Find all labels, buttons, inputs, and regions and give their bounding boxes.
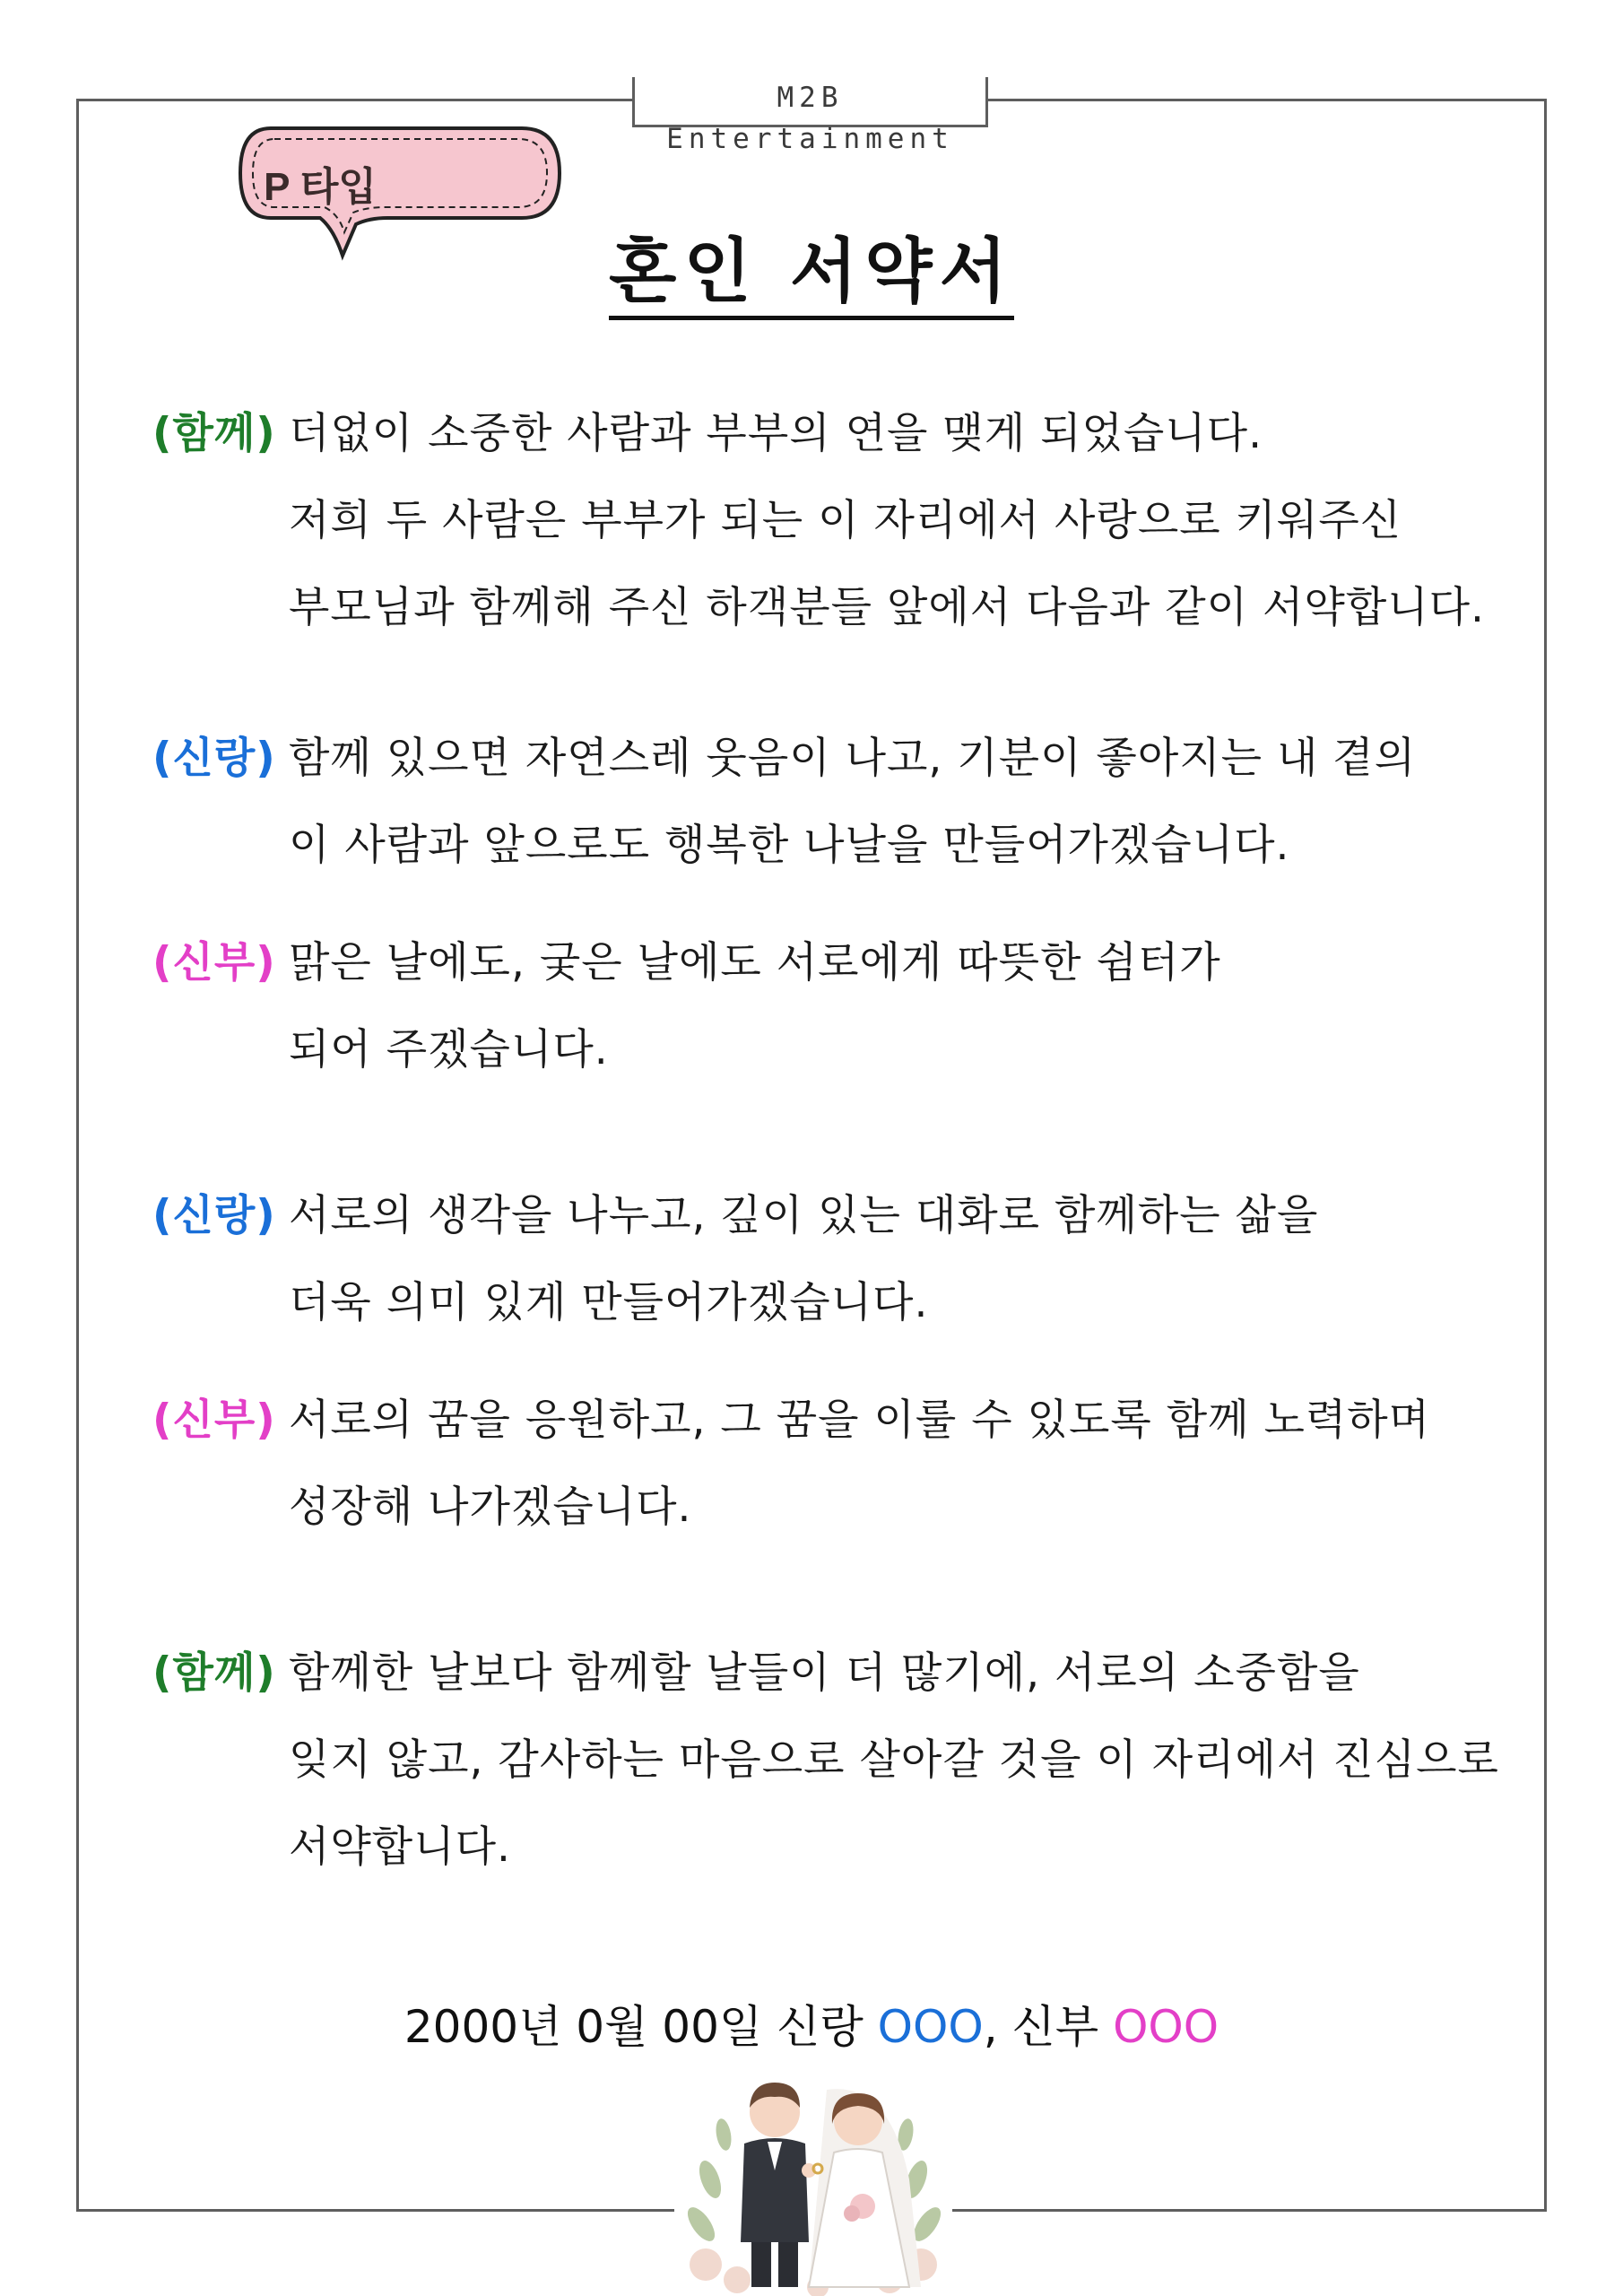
wedding-couple-icon [674, 2072, 952, 2296]
vow-line: 함께 있으면 자연스레 웃음이 나고, 기분이 좋아지는 내 곁의 [289, 734, 1417, 783]
vow-text [289, 1172, 1623, 1346]
vow-line: 되어 주겠습니다. [289, 1025, 609, 1074]
signature-line [0, 1991, 1623, 2056]
brand-label: M2B Entertainment [632, 77, 988, 127]
speaker-tag: (함께) [152, 409, 276, 458]
vow-line: 서약합니다. [289, 1822, 511, 1872]
vow-line: 더욱 의미 있게 만들어가겠습니다. [289, 1278, 929, 1327]
groom-name: OOO [877, 2001, 984, 2053]
name-separator: , [983, 2001, 998, 2053]
vow-line: 이 사람과 앞으로도 행복한 나날을 만들어가겠습니다. [289, 821, 1290, 870]
vow-line: 저희 두 사람은 부부가 되는 이 자리에서 사랑으로 키워주신 [289, 496, 1402, 545]
bride-label: 신부 [1011, 2001, 1099, 2053]
vow-line: 성장해 나가겠습니다. [289, 1483, 692, 1532]
vow-line: 서로의 생각을 나누고, 깊이 있는 대화로 함께하는 삶을 [289, 1191, 1319, 1240]
vow-line: 함께한 날보다 함께할 날들이 더 많기에, 서로의 소중함을 [289, 1648, 1360, 1698]
vow-line: 잊지 않고, 감사하는 마음으로 살아갈 것을 이 자리에서 진심으로 [289, 1735, 1499, 1785]
speaker-tag: (신부) [152, 938, 276, 987]
speaker-tag: (신랑) [152, 1191, 276, 1240]
vow-text [289, 919, 1623, 1093]
vow-text [289, 390, 1623, 651]
vow-text [289, 715, 1623, 889]
speaker-tag: (신부) [152, 1396, 276, 1445]
vow-line: 서로의 꿈을 응원하고, 그 꿈을 이룰 수 있도록 함께 노력하며 [289, 1396, 1431, 1445]
page-title: 혼인 서약서 [0, 215, 1623, 316]
vow-line: 더없이 소중한 사람과 부부의 연을 맺게 되었습니다. [289, 409, 1263, 458]
type-badge: P 타입 [264, 165, 377, 209]
vow-text [289, 1630, 1623, 1891]
vow-text [289, 1377, 1623, 1551]
vow-line: 맑은 날에도, 궂은 날에도 서로에게 따뜻한 쉼터가 [289, 938, 1221, 987]
speaker-tag: (함께) [152, 1648, 276, 1698]
speaker-tag: (신랑) [152, 734, 276, 783]
vow-line: 부모님과 함께해 주신 하객분들 앞에서 다음과 같이 서약합니다. [289, 583, 1485, 632]
groom-label: 신랑 [777, 2001, 864, 2053]
date-text: 2000년 0월 00일 [404, 2001, 763, 2053]
bride-name: OOO [1113, 2001, 1219, 2053]
